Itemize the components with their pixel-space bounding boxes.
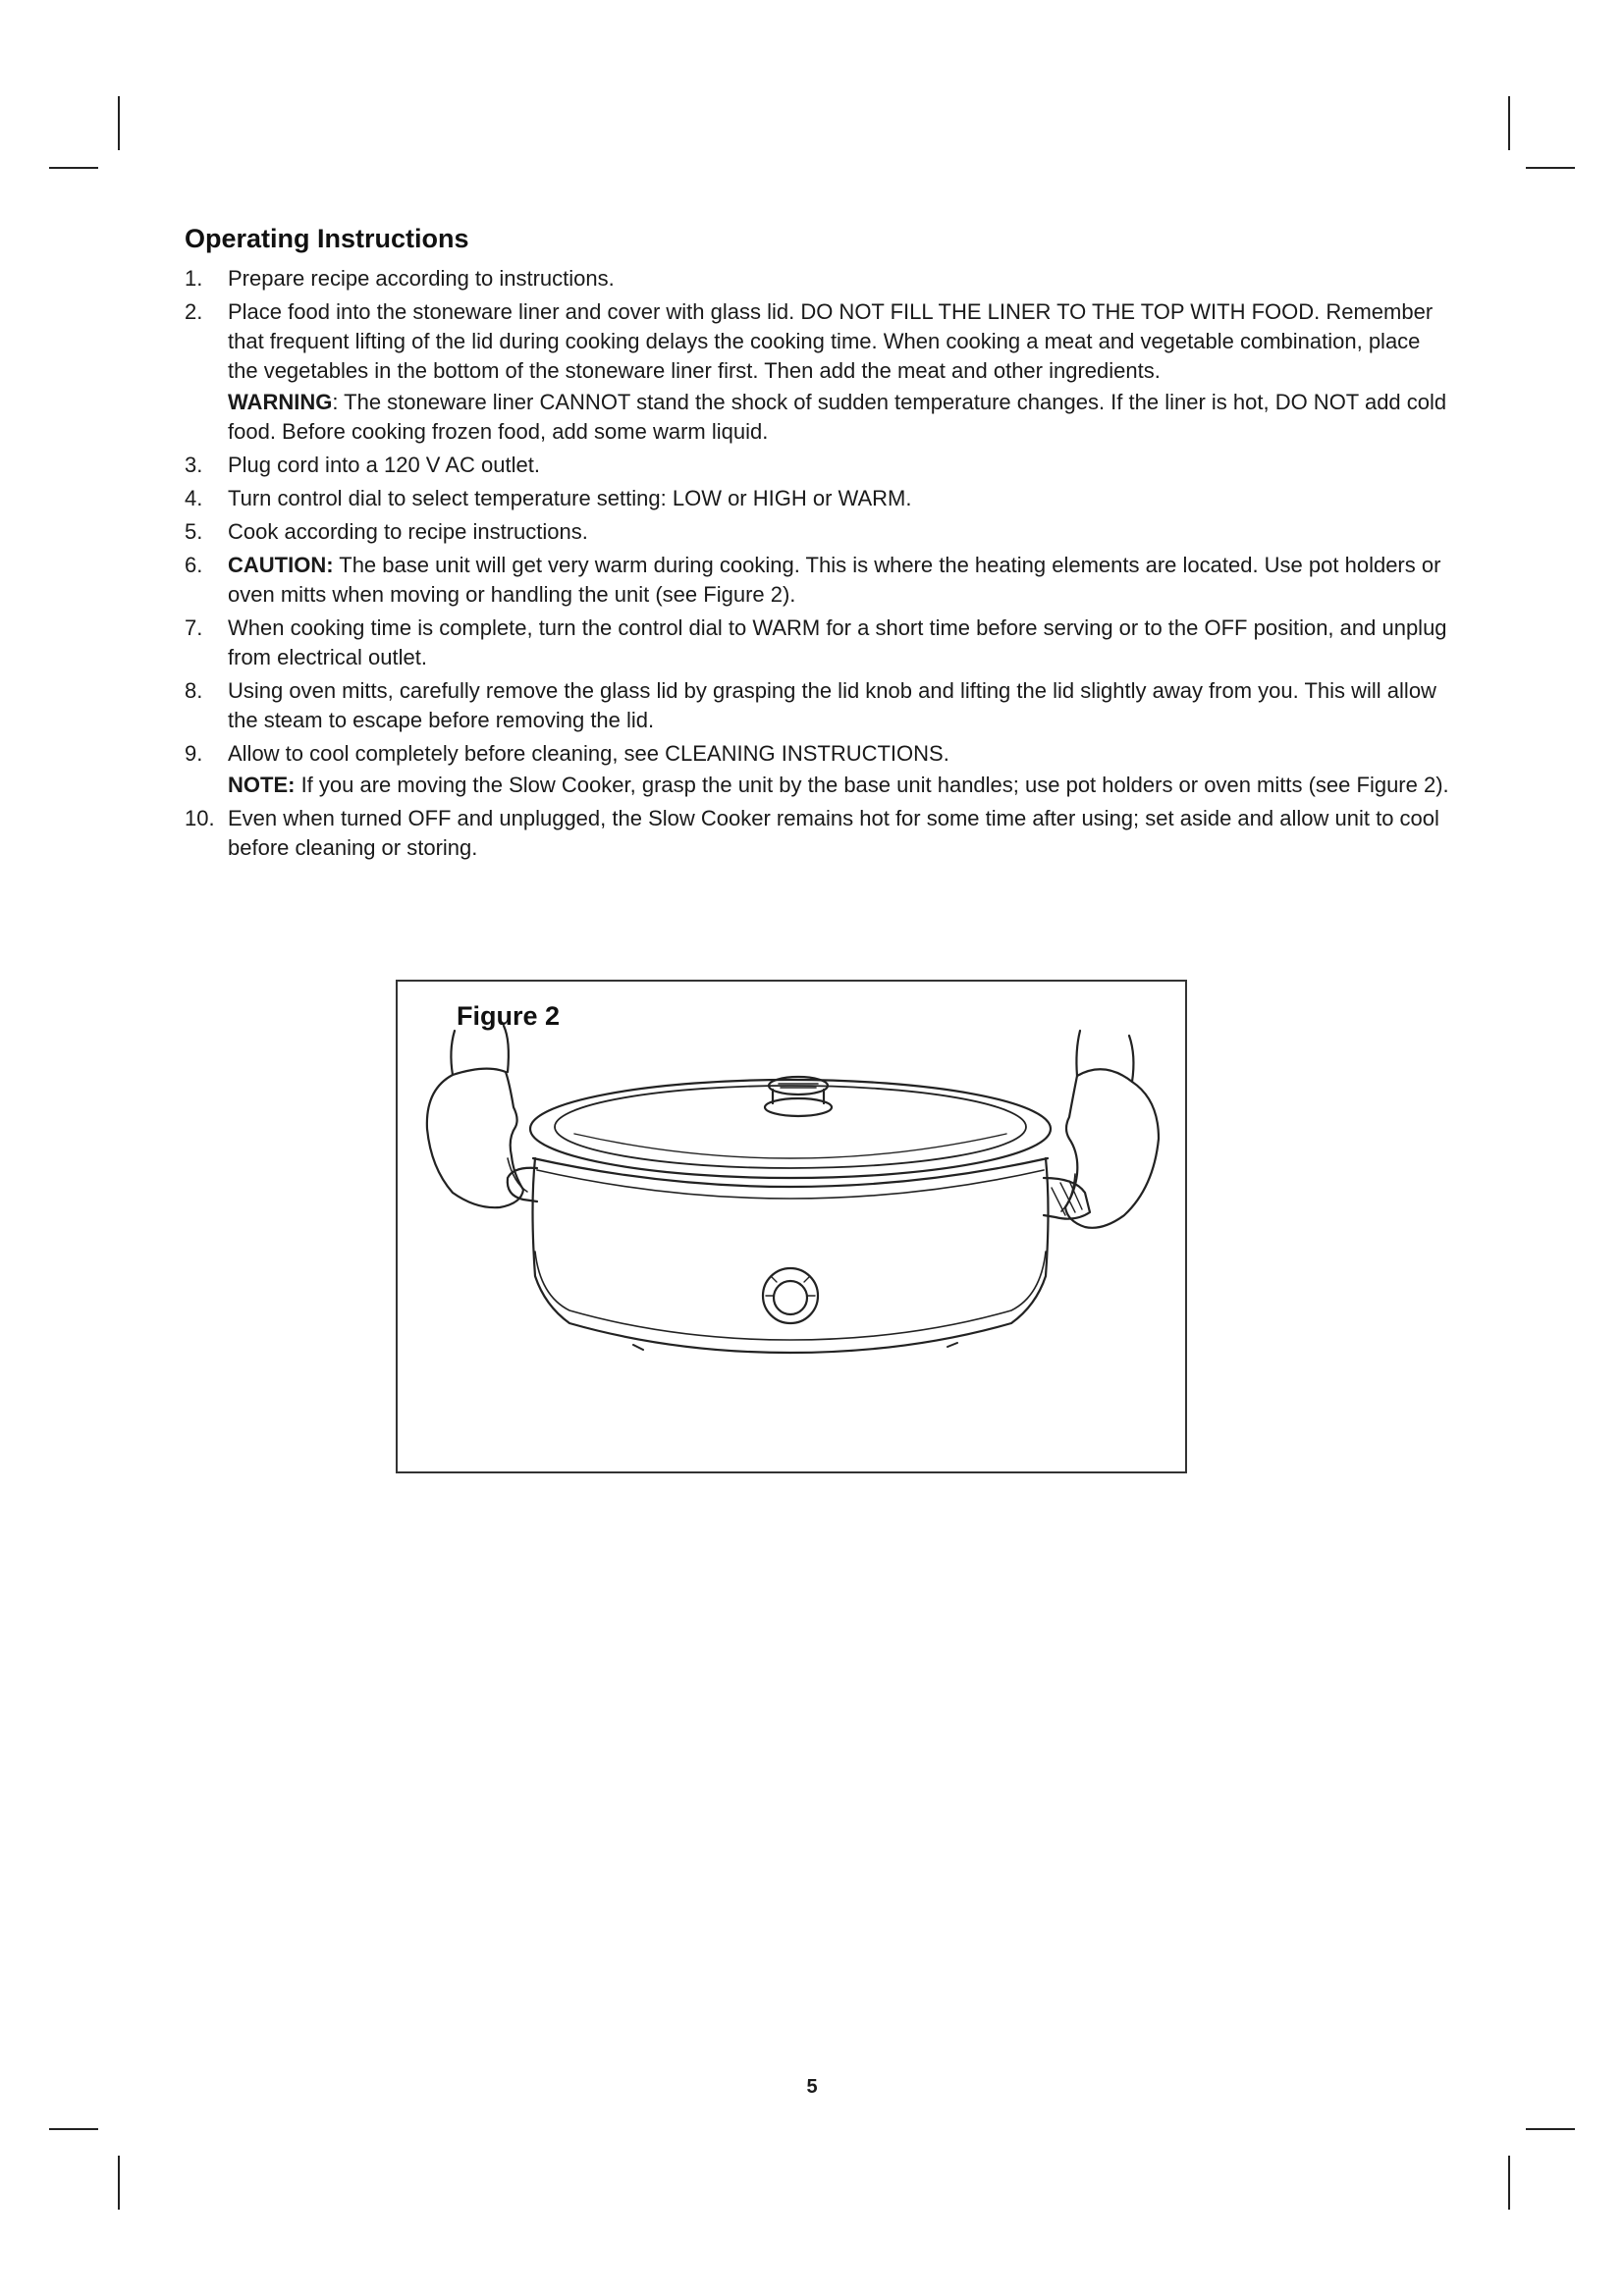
crop-mark-bottom-left-horizontal <box>49 2128 98 2130</box>
crop-mark-top-left-horizontal <box>49 167 98 169</box>
crop-mark-bottom-left-vertical <box>118 2156 120 2210</box>
page-number: 5 <box>806 2076 818 2098</box>
list-item: 3. Plug cord into a 120 V AC outlet. <box>185 453 540 477</box>
figure-title: Figure 2 <box>457 1001 561 1031</box>
figure-2 <box>396 980 1187 1473</box>
warning-note: WARNING: The stoneware liner CANNOT stand the shock of sudden temperature changes. If the liner is hot, DO NOT add cold food. Before cooking frozen food, add some warm liquid. <box>228 390 1447 444</box>
crop-mark-bottom-right-vertical <box>1508 2156 1510 2210</box>
list-item: 9. Allow to cool completely before cleaning, see CLEANING INSTRUCTIONS. NOTE: If you are moving the Slow Cooker, grasp the unit by the base unit handles; use pot holders or oven mitts (see Figure 2). <box>185 739 1451 800</box>
crop-mark-top-right-vertical <box>1508 96 1510 150</box>
list-item: 6. CAUTION: The base unit will get very warm during cooking. This is where the heating elements are located. Use pot holders or oven mitts when moving or handling the unit (see Figure 2). <box>185 553 1441 607</box>
instructions-section <box>185 224 1451 867</box>
section-heading: Operating Instructions <box>185 224 469 253</box>
left-arm <box>451 1031 455 1075</box>
caution-label: CAUTION: <box>228 553 334 577</box>
lid-knob-base <box>765 1098 832 1116</box>
note: NOTE: If you are moving the Slow Cooker, grasp the unit by the base unit handles; use pot holders or oven mitts (see Figure 2). <box>228 773 1449 797</box>
right-arm <box>1129 1036 1133 1082</box>
note-label: NOTE: <box>228 773 296 797</box>
crop-mark-bottom-right-horizontal <box>1526 2128 1575 2130</box>
list-item: 2. Place food into the stoneware liner and cover with glass lid. DO NOT FILL THE LINER TO THE TOP WITH FOOD. Remember that frequent lifting of the lid during cooking delays the cooking time. When cooking a meat and vegetable combination, place the vegetables in the bottom of the stoneware liner first. Then add the meat and other ingredients. WARNING: The stoneware liner CANNOT stand the shock of sudden temperature changes. If the liner is hot, DO NOT add cold food. Before cooking frozen food, add some warm liquid. <box>185 297 1451 447</box>
list-item: 1. Prepare recipe according to instructions. <box>185 266 615 291</box>
base-top-rim <box>533 1158 1048 1187</box>
list-item: 7. When cooking time is complete, turn the control dial to WARM for a short time before serving or to the OFF position, and unplug from electrical outlet. <box>185 615 1447 669</box>
warning-label: WARNING <box>228 390 333 414</box>
list-item: 4. Turn control dial to select temperature setting: LOW or HIGH or WARM. <box>185 486 912 510</box>
list-item: 8. Using oven mitts, carefully remove the glass lid by grasping the lid knob and lifting the lid slightly away from you. This will allow the steam to escape before removing the lid. <box>185 678 1436 732</box>
list-item: 5. Cook according to recipe instructions. <box>185 519 588 544</box>
crop-mark-top-left-vertical <box>118 96 120 150</box>
crop-mark-top-right-horizontal <box>1526 167 1575 169</box>
steps-list <box>185 264 1451 863</box>
base-rim <box>535 1252 1046 1340</box>
list-item: 10. Even when turned OFF and unplugged, the Slow Cooker remains hot for some time after using; set aside and allow unit to cool before cleaning or storing. <box>185 806 1439 860</box>
slow-cooker-illustration <box>398 982 1189 1475</box>
